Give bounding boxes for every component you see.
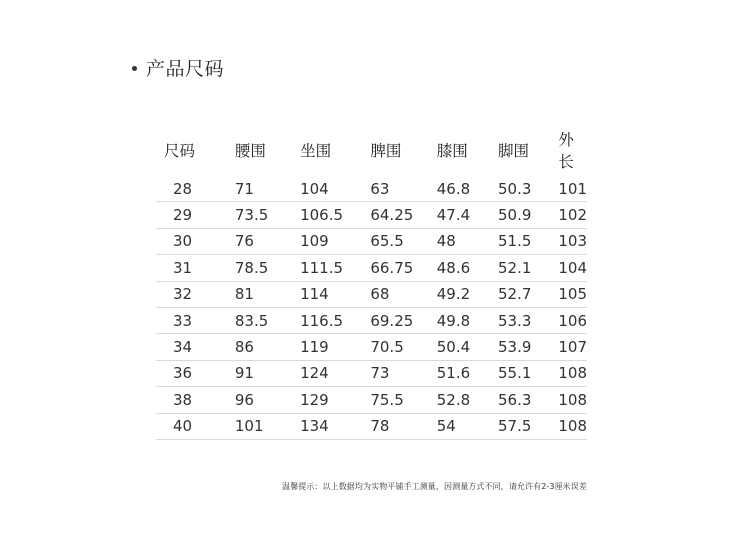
cell-thigh: 75.5 [370,387,436,413]
cell-knee: 49.2 [437,281,498,307]
cell-size: 32 [156,281,235,307]
cell-hip: 116.5 [300,307,370,333]
table-row [156,255,587,281]
cell-waist: 86 [235,334,300,360]
cell-hip: 104 [300,172,370,202]
cell-outseam: 103 [558,228,587,254]
table-row [156,334,587,360]
cell-hip: 119 [300,334,370,360]
cell-waist: 78.5 [235,255,300,281]
cell-size: 30 [156,228,235,254]
cell-size: 36 [156,360,235,386]
header-knee: 膝围 [436,142,468,160]
cell-outseam: 106 [558,307,587,333]
cell-thigh: 68 [370,281,436,307]
cell-thigh: 70.5 [370,334,436,360]
cell-thigh: 78 [370,413,436,439]
cell-size: 34 [156,334,235,360]
cell-knee: 50.4 [437,334,498,360]
cell-hip: 134 [300,413,370,439]
cell-thigh: 65.5 [370,228,436,254]
cell-leg-opening: 53.9 [498,334,558,360]
cell-size: 40 [156,413,235,439]
cell-outseam: 105 [558,281,587,307]
measurement-note: 温馨提示：以上数据均为实物平铺手工测量，因测量方式不同，请允许有2-3厘米误差 [282,482,587,491]
cell-knee: 52.8 [437,387,498,413]
cell-knee: 48.6 [437,255,498,281]
header-leg-opening: 脚围 [498,142,530,160]
cell-waist: 73.5 [235,202,300,228]
cell-size: 28 [156,172,235,202]
cell-waist: 76 [235,228,300,254]
table-row [156,172,587,202]
table-row [156,387,587,413]
cell-leg-opening: 56.3 [498,387,558,413]
cell-hip: 109 [300,228,370,254]
table-row [156,360,587,386]
cell-outseam: 107 [558,334,587,360]
cell-thigh: 73 [370,360,436,386]
table-body [156,172,587,439]
cell-hip: 106.5 [300,202,370,228]
cell-waist: 91 [235,360,300,386]
header-thigh: 脾围 [370,142,402,160]
cell-thigh: 66.75 [370,255,436,281]
cell-waist: 101 [235,413,300,439]
cell-knee: 54 [437,413,498,439]
cell-outseam: 108 [558,413,587,439]
cell-outseam: 108 [558,360,587,386]
header-waist: 腰围 [234,142,266,160]
cell-thigh: 64.25 [370,202,436,228]
cell-hip: 124 [300,360,370,386]
table-row [156,202,587,228]
cell-hip: 114 [300,281,370,307]
cell-waist: 71 [235,172,300,202]
cell-knee: 47.4 [437,202,498,228]
cell-waist: 81 [235,281,300,307]
cell-thigh: 69.25 [370,307,436,333]
table-row [156,413,587,439]
cell-leg-opening: 57.5 [498,413,558,439]
table-row [156,281,587,307]
table-row [156,228,587,254]
cell-knee: 49.8 [437,307,498,333]
cell-leg-opening: 52.1 [498,255,558,281]
section-title-text: 产品尺码 [146,58,225,80]
cell-knee: 51.6 [437,360,498,386]
cell-knee: 46.8 [437,172,498,202]
cell-outseam: 102 [558,202,587,228]
header-outseam: 外长 [558,131,574,171]
cell-size: 38 [156,387,235,413]
cell-size: 29 [156,202,235,228]
cell-hip: 111.5 [300,255,370,281]
table-row [156,307,587,333]
cell-outseam: 108 [558,387,587,413]
cell-waist: 96 [235,387,300,413]
size-table [156,128,587,440]
cell-leg-opening: 52.7 [498,281,558,307]
cell-leg-opening: 51.5 [498,228,558,254]
header-hip: 坐围 [300,142,332,160]
cell-size: 31 [156,255,235,281]
table-header-row [156,128,587,172]
section-title [132,54,224,81]
cell-outseam: 101 [558,172,587,202]
bullet-dot [132,66,137,71]
cell-thigh: 63 [370,172,436,202]
cell-leg-opening: 50.3 [498,172,558,202]
cell-size: 33 [156,307,235,333]
cell-leg-opening: 50.9 [498,202,558,228]
header-size: 尺码 [164,142,196,160]
cell-knee: 48 [437,228,498,254]
cell-leg-opening: 55.1 [498,360,558,386]
cell-waist: 83.5 [235,307,300,333]
cell-hip: 129 [300,387,370,413]
cell-leg-opening: 53.3 [498,307,558,333]
cell-outseam: 104 [558,255,587,281]
